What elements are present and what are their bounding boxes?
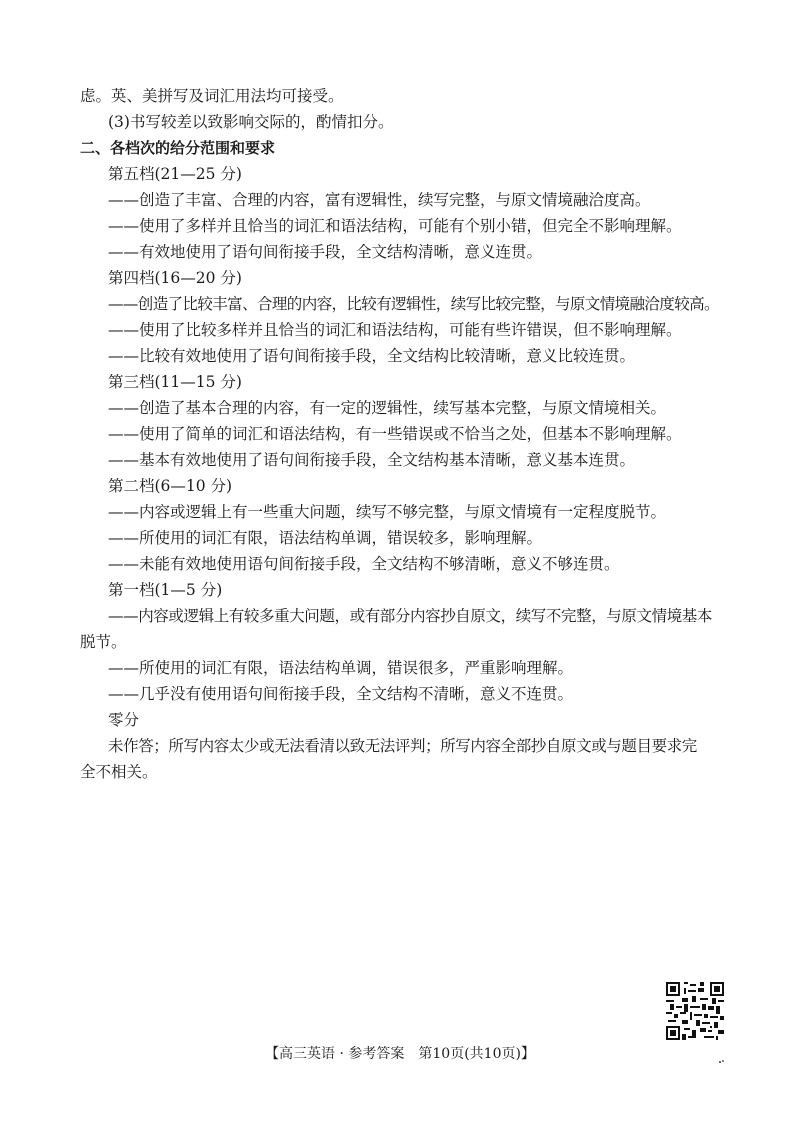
level-heading: 第二档(6—10 分) [108, 477, 233, 495]
criteria-item: ——内容或逻辑上有较多重大问题，或有部分内容抄自原文，续写不完整，与原文情境基本 [108, 607, 713, 625]
level-heading: 零分 [108, 711, 140, 729]
level-heading: 第四档(16—20 分) [108, 269, 242, 287]
criteria-item: ——使用了多样并且恰当的词汇和语法结构，可能有个别小错，但完全不影响理解。 [108, 217, 682, 235]
criteria-item: ——所使用的词汇有限，语法结构单调，错误很多，严重影响理解。 [108, 659, 574, 677]
scan-mark [719, 1058, 725, 1064]
qr-code-icon [666, 982, 724, 1040]
level-heading: 第五档(21—25 分) [108, 165, 242, 183]
paragraph-line: (3)书写较差以致影响交际的，酌情扣分。 [108, 113, 394, 131]
criteria-item: ——使用了比较多样并且恰当的词汇和语法结构，可能有些许错误，但不影响理解。 [108, 321, 682, 339]
criteria-item-continuation: 脱节。 [80, 633, 127, 651]
criteria-item: ——所使用的词汇有限，语法结构单调，错误较多，影响理解。 [108, 529, 543, 547]
criteria-item: ——基本有效地使用了语句间衔接手段，全文结构基本清晰，意义基本连贯。 [108, 451, 636, 469]
section-heading: 二、各档次的给分范围和要求 [80, 139, 276, 157]
criteria-item: ——创造了比较丰富、合理的内容，比较有逻辑性，续写比较完整，与原文情境融洽度较高。 [108, 295, 719, 313]
criteria-item: ——几乎没有使用语句间衔接手段，全文结构不清晰，意义不连贯。 [108, 685, 574, 703]
criteria-item: ——使用了简单的词汇和语法结构，有一些错误或不恰当之处，但基本不影响理解。 [108, 425, 682, 443]
criteria-item: ——创造了丰富、合理的内容，富有逻辑性，续写完整，与原文情境融洽度高。 [108, 191, 651, 209]
paragraph-line: 虑。英、美拼写及词汇用法均可接受。 [80, 87, 344, 105]
criteria-item: ——有效地使用了语句间衔接手段，全文结构清晰，意义连贯。 [108, 243, 543, 261]
paragraph-line: 未作答；所写内容太少或无法看清以致无法评判；所写内容全部抄自原文或与题目要求完 [108, 737, 697, 755]
level-heading: 第一档(1—5 分) [108, 581, 223, 599]
criteria-item: ——内容或逻辑上有一些重大问题，续写不够完整，与原文情境有一定程度脱节。 [108, 503, 667, 521]
criteria-item: ——未能有效地使用语句间衔接手段，全文结构不够清晰，意义不够连贯。 [108, 555, 620, 573]
criteria-item: ——创造了基本合理的内容，有一定的逻辑性，续写基本完整，与原文情境相关。 [108, 399, 667, 417]
criteria-item: ——比较有效地使用了语句间衔接手段，全文结构比较清晰，意义比较连贯。 [108, 347, 636, 365]
page-footer: 【高三英语 · 参考答案 第10页(共10页)】 [265, 1046, 535, 1062]
paragraph-line: 全不相关。 [80, 763, 158, 781]
level-heading: 第三档(11—15 分) [108, 373, 242, 391]
